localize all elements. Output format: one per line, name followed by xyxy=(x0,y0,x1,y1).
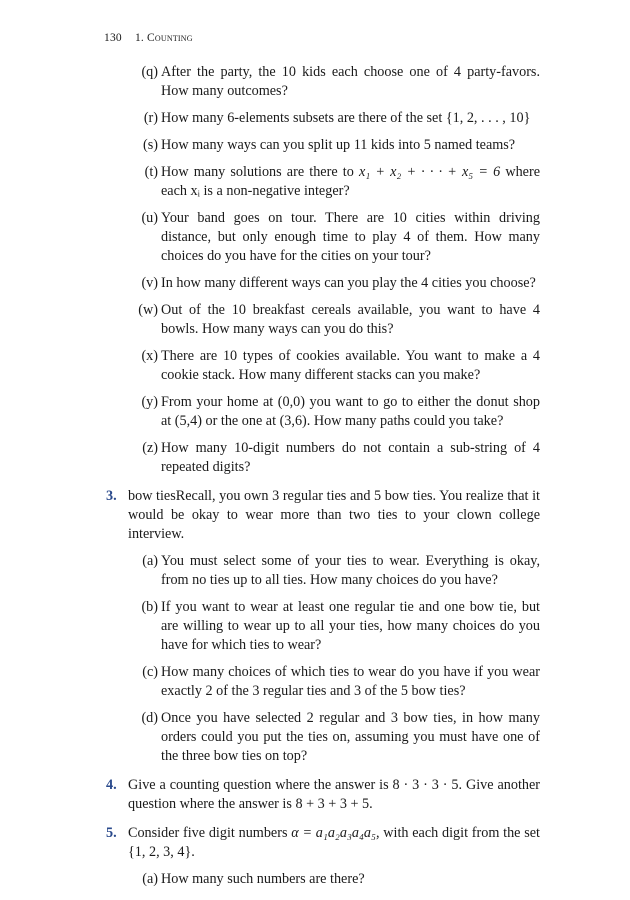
exercise-2s xyxy=(106,136,540,155)
exercise-2r xyxy=(106,109,540,128)
exercise-2z xyxy=(106,439,540,477)
equation: x₁ + x₂ + · · · + x₅ = 6 xyxy=(358,164,501,180)
page-number: 130 xyxy=(104,32,122,44)
exercise-5a xyxy=(106,870,540,889)
exercise-3c xyxy=(106,663,540,701)
exercise-3d xyxy=(106,709,540,766)
problem-number: 4. xyxy=(106,777,117,793)
item-text: You must select some of your ties to wear. Everything is okay, from no ties up to all ties. How many choices do you have? xyxy=(161,553,540,588)
item-label: (y) xyxy=(141,394,158,410)
item-label: (s) xyxy=(143,137,158,153)
exercise-3a xyxy=(106,552,540,590)
problem-text: , with each digit from the set {1, 2, 3, 4}. xyxy=(128,825,541,860)
item-label: (t) xyxy=(144,164,158,180)
item-text: In how many different ways can you play the 4 cities you choose? xyxy=(161,275,536,291)
problem-text: Give a counting question where the answer is 8 · 3 · 3 · 5. Give another question where the answer is 8 + 3 + 3 + 5. xyxy=(128,777,540,812)
item-text: where each xᵢ is a non-negative integer? xyxy=(161,164,541,199)
item-text: How many solutions are there to xyxy=(161,164,354,180)
item-label: (u) xyxy=(141,210,158,226)
item-text: How many choices of which ties to wear do you have if you wear exactly 2 of the 3 regular ties and 3 of the 5 bow ties? xyxy=(161,664,540,699)
item-text: Once you have selected 2 regular and 3 bow ties, in how many orders could you put the ties on, assuming you must have one of the three bow ties on top? xyxy=(161,710,540,764)
exercise-5 xyxy=(106,824,540,862)
item-text: How many ways can you split up 11 kids into 5 named teams? xyxy=(161,137,516,153)
equation: α = a₁a₂a₃a₄a₅ xyxy=(291,825,376,841)
exercise-3 xyxy=(106,487,540,544)
exercise-2u xyxy=(106,209,540,266)
problem-text: Consider five digit numbers xyxy=(128,825,288,841)
item-label: (z) xyxy=(142,440,158,456)
item-label: (a) xyxy=(142,553,158,569)
item-label: (a) xyxy=(142,871,158,887)
item-text: How many such numbers are there? xyxy=(161,871,365,887)
item-text: From your home at (0,0) you want to go to either the donut shop at (5,4) or the one at (3,6). How many paths could you take? xyxy=(161,394,540,429)
item-label: (v) xyxy=(141,275,158,291)
page-header xyxy=(104,32,193,44)
problem-text: bow tiesRecall, you own 3 regular ties and 5 bow ties. You realize that it would be okay to wear more than two ties to your clown college interview. xyxy=(128,488,540,542)
item-text: How many 6-elements subsets are there of the set {1, 2, . . . , 10} xyxy=(161,110,531,126)
page-body xyxy=(106,63,540,897)
exercise-2y xyxy=(106,393,540,431)
item-label: (x) xyxy=(141,348,158,364)
item-label: (d) xyxy=(141,710,158,726)
item-label: (c) xyxy=(142,664,158,680)
item-text: How many 10-digit numbers do not contain a sub-string of 4 repeated digits? xyxy=(161,440,540,475)
exercise-2q xyxy=(106,63,540,101)
running-head: 1. Counting xyxy=(134,32,193,44)
item-text: Out of the 10 breakfast cereals available, you want to have 4 bowls. How many ways can you do this? xyxy=(161,302,540,337)
exercise-2t xyxy=(106,163,540,201)
item-text: After the party, the 10 kids each choose one of 4 party-favors. How many outcomes? xyxy=(161,64,540,99)
item-label: (w) xyxy=(138,302,158,318)
exercise-3b xyxy=(106,598,540,655)
exercise-2x xyxy=(106,347,540,385)
problem-number: 5. xyxy=(106,825,117,841)
item-label: (q) xyxy=(141,64,158,80)
item-text: Your band goes on tour. There are 10 cities within driving distance, but only enough time to play 4 of them. How many choices do you have for the cities on your tour? xyxy=(161,210,540,264)
exercise-2w xyxy=(106,301,540,339)
exercise-2v xyxy=(106,274,540,293)
item-text: If you want to wear at least one regular tie and one bow tie, but are willing to wear up to all your ties, how many choices do you have for which ties to wear? xyxy=(161,599,540,653)
problem-number: 3. xyxy=(106,488,117,504)
exercise-4 xyxy=(106,776,540,814)
item-label: (r) xyxy=(143,110,158,126)
item-text: There are 10 types of cookies available. You want to make a 4 cookie stack. How many different stacks can you make? xyxy=(161,348,540,383)
item-label: (b) xyxy=(141,599,158,615)
